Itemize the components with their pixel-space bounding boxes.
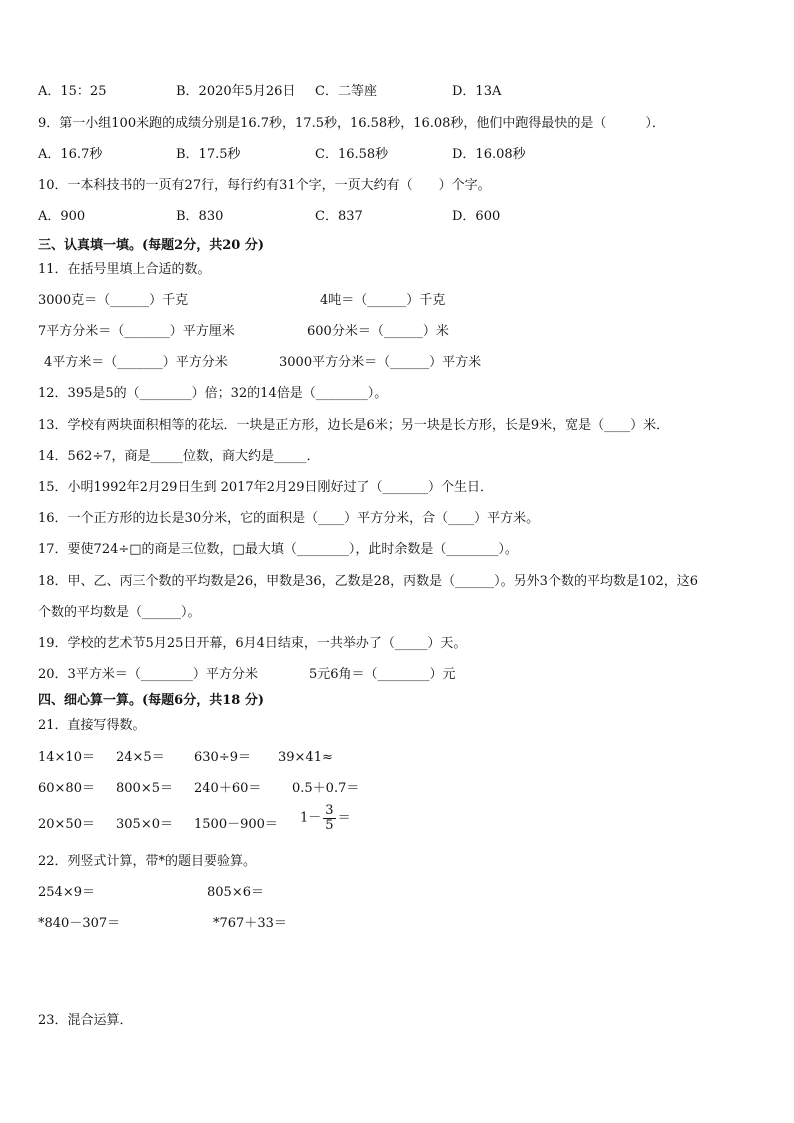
q10-option-d: D．600 <box>452 209 501 224</box>
q21-item: 60×80＝ <box>38 781 95 796</box>
q8-option-d: D．13A <box>452 84 502 99</box>
q11-item: 3000平方分米＝（______）平方米 <box>279 355 482 370</box>
q10-option-c: C．837 <box>315 209 363 224</box>
q11-item: 3000克＝（______）千克 <box>38 293 189 308</box>
q21-item: 240＋60＝ <box>194 781 262 796</box>
q13: 13．学校有两块面积相等的花坛．一块是正方形，边长是6米；另一块是长方形，长是9米，宽是（____）米． <box>38 418 670 433</box>
q20-b: 5元6角＝（________）元 <box>309 667 456 682</box>
q9-option-c: C．16.58秒 <box>315 147 389 162</box>
q23: 23．混合运算． <box>38 1013 133 1028</box>
q22-item: *767＋33＝ <box>213 916 287 931</box>
q21-fraction-item <box>300 804 351 833</box>
q9-option-b: B．17.5秒 <box>176 147 241 162</box>
q11-item: 7平方分米＝（_______）平方厘米 <box>38 324 235 339</box>
q9-stem: 9．第一小组100米跑的成绩分别是16.7秒，17.5秒，16.58秒，16.08秒，他们中跑得最快的是（ ）． <box>38 116 665 131</box>
fraction <box>323 804 335 833</box>
q8-option-c: C．二等座 <box>315 84 377 99</box>
q21-item: 39×41≈ <box>278 750 333 765</box>
q10-option-a: A．900 <box>38 209 86 224</box>
q21-item: 305×0＝ <box>116 817 173 832</box>
fraction-prefix: 1－ <box>300 810 322 826</box>
q21-item: 1500－900＝ <box>194 817 278 832</box>
q16: 16．一个正方形的边长是30分米，它的面积是（____）平方分米，合（____）平方米。 <box>38 511 540 526</box>
q22-item: 254×9＝ <box>38 885 95 900</box>
q11-item: 600分米＝（______）米 <box>307 324 449 339</box>
q22-stem: 22．列竖式计算，带*的题目要验算。 <box>38 854 257 869</box>
q21-item: 14×10＝ <box>38 750 95 765</box>
q22-item: 805×6＝ <box>207 885 264 900</box>
q9-option-a: A．16.7秒 <box>38 147 103 162</box>
q9-option-d: D．16.08秒 <box>452 147 526 162</box>
q12: 12．395是5的（________）倍；32的14倍是（________）。 <box>38 386 388 401</box>
q17: 17．要使724÷□的商是三位数，□最大填（________），此时余数是（________）。 <box>38 542 518 557</box>
q11-stem: 11．在括号里填上合适的数。 <box>38 262 211 277</box>
q10-option-b: B．830 <box>176 209 224 224</box>
q22-item: *840－307＝ <box>38 916 121 931</box>
q19: 19．学校的艺术节5月25日开幕，6月4日结束，一共举办了（_____）天。 <box>38 636 467 651</box>
q21-stem: 21．直接写得数。 <box>38 718 146 733</box>
q8-option-a: A．15：25 <box>38 84 107 99</box>
q15: 15．小明1992年2月29日生到 2017年2月29日刚好过了（_______）个生日． <box>38 480 493 495</box>
section-3-title: 三、认真填一填。(每题2分，共20 分) <box>38 238 264 253</box>
q20-a: 20．3平方米＝（________）平方分米 <box>38 667 258 682</box>
q11-item: 4平方米＝（_______）平方分米 <box>44 355 228 370</box>
fraction-denominator: 5 <box>325 818 334 833</box>
fraction-suffix: ＝ <box>337 810 351 826</box>
q21-item: 630÷9＝ <box>194 750 251 765</box>
section-4-title: 四、细心算一算。(每题6分，共18 分) <box>38 693 264 708</box>
q21-item: 24×5＝ <box>116 750 165 765</box>
q21-item: 20×50＝ <box>38 817 95 832</box>
fraction-numerator: 3 <box>325 803 334 818</box>
q10-stem: 10．一本科技书的一页有27行，每行约有31个字，一页大约有（ ）个字。 <box>38 178 491 193</box>
q18-line-1: 18．甲、乙、丙三个数的平均数是26，甲数是36，乙数是28，丙数是（______）。另外3个数的平均数是102，这6 <box>38 574 699 589</box>
q21-item: 800×5＝ <box>116 781 173 796</box>
q8-option-b: B．2020年5月26日 <box>176 84 296 99</box>
q11-item: 4吨＝（______）千克 <box>320 293 446 308</box>
q21-item: 0.5＋0.7＝ <box>292 781 360 796</box>
q18-line-2: 个数的平均数是（______）。 <box>38 605 201 620</box>
q14: 14．562÷7，商是_____位数，商大约是_____． <box>38 449 320 464</box>
